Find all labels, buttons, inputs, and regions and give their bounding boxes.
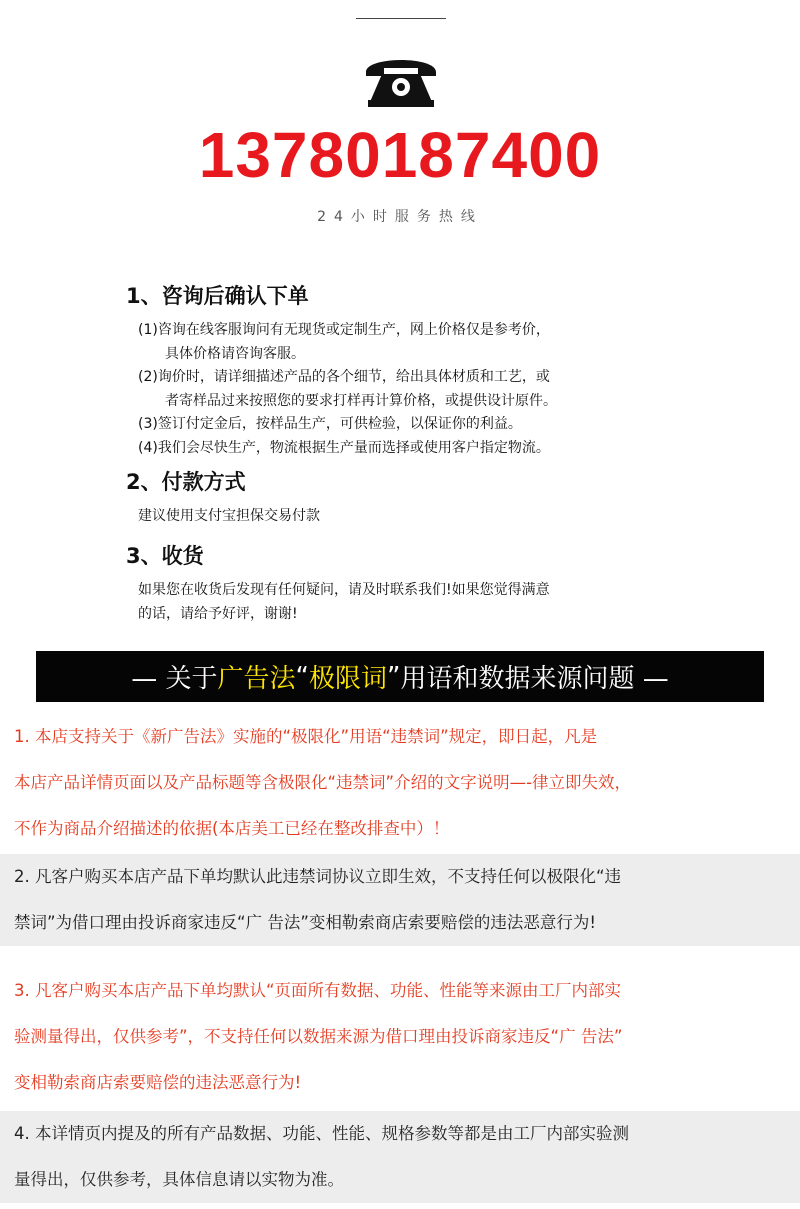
notice-2-line-2: 禁词”为借口理由投诉商家违反“广 告法”变相勒索商店索要赔偿的违法恶意行为! (14, 913, 597, 932)
order-steps (138, 319, 698, 460)
phone-number: 13780187400 (198, 119, 602, 191)
notice-4-line-1: 4. 本详情页内提及的所有产品数据、功能、性能、规格参数等都是由工厂内部实验测 (14, 1124, 629, 1143)
order-step-3: (3)签订付定金后，按样品生产，可供检验，以保证你的利益。 (138, 416, 522, 432)
section-title-order: 1、咨询后确认下单 (126, 284, 309, 308)
banner-highlight-ad-law: 广告法 (217, 664, 296, 694)
notice-1-line-2: 本店产品详情页面以及产品标题等含极限化“违禁词”介绍的文字说明—-律立即失效， (14, 773, 632, 792)
order-step-1-line2: 具体价格请咨询客服。 (165, 345, 305, 362)
banner-suffix: 用语和数据来源问题 — (400, 664, 669, 694)
banner-quote-open: “ (295, 661, 309, 692)
notice-1-line-1: 1. 本店支持关于《新广告法》实施的“极限化”用语“违禁词”规定，即日起，凡是 (14, 727, 598, 746)
order-step-2-line1: (2)询价时，请详细描述产品的各个细节，给出具体材质和工艺，或 (138, 369, 550, 385)
receipt-text (138, 579, 698, 626)
order-step-1-line1: (1)咨询在线客服询问有无现货或定制生产，网上价格仅是参考价， (138, 322, 550, 338)
notice-3-line-3: 变相勒索商店索要赔偿的违法恶意行为! (14, 1073, 302, 1092)
top-divider (356, 18, 446, 19)
notice-3-line-1: 3. 凡客户购买本店产品下单均默认“页面所有数据、功能、性能等来源由工厂内部实 (14, 981, 622, 1000)
notice-1-line-3: 不作为商品介绍描述的依据(本店美工已经在整改排查中）！ (14, 819, 450, 838)
order-step-2-line2: 者寄样品过来按照您的要求打样再计算价格，或提供设计原件。 (165, 392, 557, 409)
notice-1 (0, 714, 800, 852)
notice-4-line-2: 量得出，仅供参考，具体信息请以实物为准。 (14, 1170, 344, 1189)
ad-law-banner (36, 651, 764, 702)
section-title-payment: 2、付款方式 (126, 470, 246, 494)
payment-text: 建议使用支付宝担保交易付款 (138, 508, 320, 524)
section-title-receipt: 3、收货 (126, 544, 204, 568)
notice-2 (0, 854, 800, 946)
notice-4 (0, 1111, 800, 1203)
hotline-caption: 24小时服务热线 (317, 209, 483, 225)
notice-3-line-2: 验测量得出，仅供参考”，不支持任何以数据来源为借口理由投诉商家违反“广 告法” (14, 1027, 623, 1046)
receipt-line-1: 如果您在收货后发现有任何疑问，请及时联系我们!如果您觉得满意 (138, 582, 550, 598)
banner-highlight-terms: 极限词 (309, 664, 388, 694)
receipt-line-2: 的话，请给予好评，谢谢! (138, 605, 298, 622)
telephone-icon (362, 52, 440, 108)
banner-prefix: — 关于 (131, 664, 218, 694)
banner-quote-close: ” (387, 661, 401, 692)
notice-3 (0, 968, 800, 1106)
notice-2-line-1: 2. 凡客户购买本店产品下单均默认此违禁词协议立即生效，不支持任何以极限化“违 (14, 867, 622, 886)
order-step-4: (4)我们会尽快生产，物流根据生产量而选择或使用客户指定物流。 (138, 439, 550, 456)
